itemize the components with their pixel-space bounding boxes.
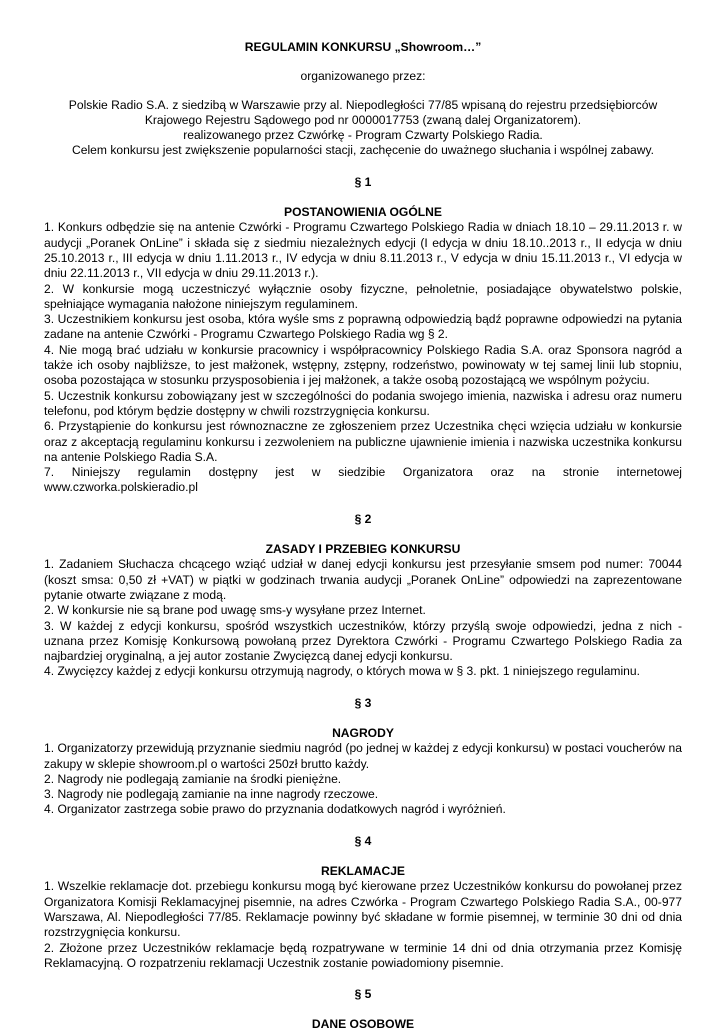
section-3 bbox=[44, 696, 682, 818]
section-1 bbox=[44, 175, 682, 496]
section-4 bbox=[44, 834, 682, 971]
list-item: 4. Organizator zastrzega sobie prawo do przyznania dodatkowych nagród i wyróżnień. bbox=[44, 802, 506, 817]
section-mark: § 5 bbox=[354, 987, 372, 1002]
intro-line: Polskie Radio S.A. z siedzibą w Warszawie przy al. Niepodległości 77/85 wpisaną do rejestru przedsiębiorców bbox=[68, 97, 658, 112]
list-item: 1. Zadaniem Słuchacza chcącego wziąć udział w danej edycji konkursu jest przesyłanie smsem pod numer: 70044 (koszt smsa: 0,50 zł +VAT) w piątki w godzinach trwania audycji „Poranek OnLine” odpowiedzi na zaprezentowane pytanie otwarte związane z modą. bbox=[44, 557, 682, 602]
website-link[interactable]: www.czworka.polskieradio.pl bbox=[44, 480, 198, 495]
document-title: REGULAMIN KONKURSU „Showroom…” bbox=[244, 40, 482, 54]
intro-line: realizowanego przez Czwórkę - Program Czwarty Polskiego Radia. bbox=[183, 128, 543, 143]
list-item: 1. Konkurs odbędzie się na antenie Czwórki - Programu Czwartego Polskiego Radia w dniach 18.10 – 29.11.2013 r. w audycji „Poranek OnLine” i składa się z siedmiu niezależnych edycji (I edycja w dniu 18.10..2013 r., II edycja w dniu 25.10.2013 r., III edycja w dniu 1.11.2013 r., IV edycja w dniu 8.11.2013 r., V edycja w dniu 15.11.2013 r., VI edycja w dniu 22.11.2013 r., VII edycja w dniu 29.11.2013 r.). bbox=[44, 220, 682, 281]
section-mark: § 2 bbox=[354, 511, 372, 526]
organized-by: organizowanego przez: bbox=[300, 69, 426, 84]
section-heading: ZASADY I PRZEBIEG KONKURSU bbox=[265, 542, 461, 557]
section-mark: § 1 bbox=[354, 174, 372, 189]
list-item: 3. W każdej z edycji konkursu, spośród wszystkich uczestników, którzy przyślą swoje odpowiedzi, jedna z nich - uznana przez Komisję Konkursową powołaną przez Dyrektora Czwórki - Programu Czwartego Polskiego Radia za najbardziej oryginalną, a jej autor zostanie Zwycięzcą danej edycji konkursu. bbox=[44, 618, 682, 664]
section-mark: § 3 bbox=[354, 695, 372, 710]
intro-block bbox=[44, 98, 682, 159]
section-heading: DANE OSOBOWE bbox=[311, 1017, 415, 1032]
list-item: 2. Złożone przez Uczestników reklamacje będą rozpatrywane w terminie 14 dni od dnia otrzymania przez Komisję Reklamacyjną. O rozpatrzeniu reklamacji Uczestnik zostanie powiadomiony pisemnie. bbox=[44, 940, 682, 970]
list-item: 2. W konkursie nie są brane pod uwagę sms-y wysyłane przez Internet. bbox=[44, 603, 426, 618]
section-heading: POSTANOWIENIA OGÓLNE bbox=[284, 205, 442, 220]
list-item: 4. Zwycięzcy każdej z edycji konkursu otrzymują nagrody, o których mowa w § 3. pkt. 1 niniejszego regulaminu. bbox=[44, 664, 640, 679]
section-mark: § 4 bbox=[354, 833, 372, 848]
list-item: 2. W konkursie mogą uczestniczyć wyłącznie osoby fizyczne, pełnoletnie, posiadające obywatelstwo polskie, spełniające wymagania nałożone niniejszym regulaminem. bbox=[44, 281, 682, 311]
section-2 bbox=[44, 512, 682, 680]
list-item: 7. Niniejszy regulamin dostępny jest w siedzibie Organizatora oraz na stronie internetowej bbox=[44, 465, 682, 480]
list-item: 3. Uczestnikiem konkursu jest osoba, która wyśle sms z poprawną odpowiedzią bądź poprawne odpowiedzi na pytania zadane na antenie Czwórki - Programu Czwartego Polskiego Radia wg § 2. bbox=[44, 312, 682, 342]
list-item: 6. Przystąpienie do konkursu jest równoznaczne ze zgłoszeniem przez Uczestnika chęci wzięcia udziału w konkursie oraz z akceptacją regulaminu konkursu i zezwoleniem na publiczne ujawnienie imienia i nazwiska uczestnika konkursu na antenie Polskiego Radia S.A. bbox=[44, 419, 682, 464]
intro-line: Celem konkursu jest zwiększenie popularności stacji, zachęcenie do uważnego słuchania i wspólnej zabawy. bbox=[72, 143, 654, 158]
section-heading: REKLAMACJE bbox=[321, 864, 405, 879]
list-item: 2. Nagrody nie podlegają zamianie na środki pieniężne. bbox=[44, 771, 342, 786]
section-heading: NAGRODY bbox=[332, 725, 394, 740]
section-5 bbox=[44, 987, 682, 1033]
list-item: 1. Organizatorzy przewidują przyznanie siedmiu nagród (po jednej w każdej z edycji konkursu) w postaci voucherów na zakupy w sklepie showroom.pl o wartości 250zł brutto każdy. bbox=[44, 741, 682, 771]
list-item: 5. Uczestnik konkursu zobowiązany jest w szczególności do podania swojego imienia, nazwiska i adresu oraz numeru telefonu, pod którym będzie dostępny w chwili rozstrzygnięcia konkursu. bbox=[44, 388, 682, 418]
list-item: 3. Nagrody nie podlegają zamianie na inne nagrody rzeczowe. bbox=[44, 787, 379, 802]
list-item: 4. Nie mogą brać udziału w konkursie pracownicy i współpracownicy Polskiego Radia S.A. oraz Sponsora nagród a także ich osoby najbliższe, to jest małżonek, wstępny, zstępny, rodzeństwo, powinowaty w tej samej linii lub stopniu, osoba pozostająca w stosunku przysposobienia i jej małżonek, a także osobą pozostającą we wspólnym pożyciu. bbox=[44, 342, 682, 388]
intro-line: Krajowego Rejestru Sądowego pod nr 0000017753 (zwaną dalej Organizatorem). bbox=[144, 112, 582, 127]
list-item: 1. Wszelkie reklamacje dot. przebiegu konkursu mogą być kierowane przez Uczestników konkursu do powołanej przez Organizatora Komisji Reklamacyjnej pisemnie, na adres Czwórka - Program Czwartego Polskiego Radia S.A., 00-977 Warszawa, Al. Niepodległości 77/85. Reklamacje powinny być składane w formie pisemnej, w terminie 30 dni od dnia rozstrzygnięcia konkursu. bbox=[44, 879, 682, 940]
